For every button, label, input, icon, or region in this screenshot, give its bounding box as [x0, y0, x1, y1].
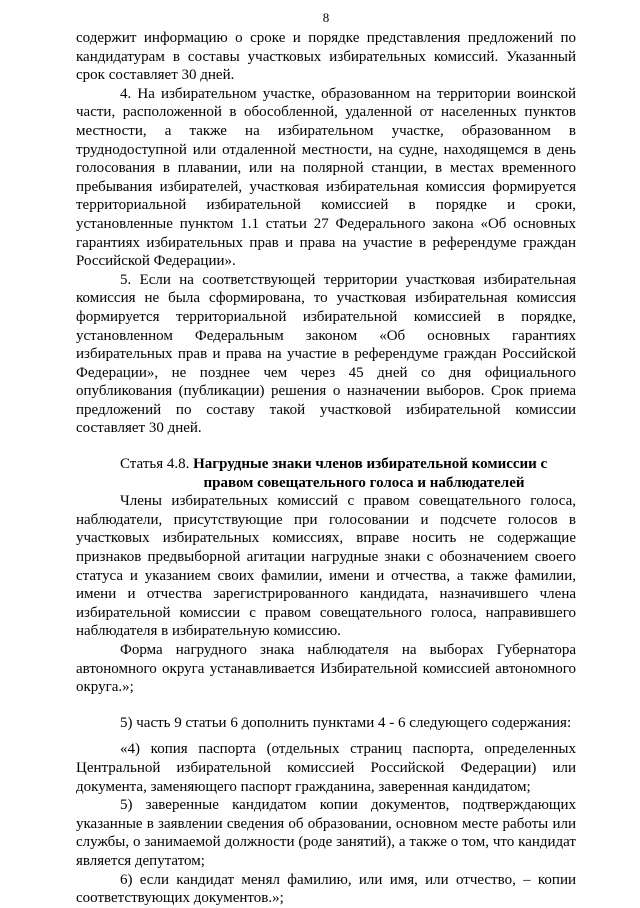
spacer: [76, 697, 576, 714]
document-page: [76, 10, 576, 908]
paragraph-amendment-5: 5) часть 9 статьи 6 дополнить пунктами 4 - 6 следующего содержания:: [120, 714, 572, 731]
article-heading: [76, 455, 576, 492]
list-item-5: 5) заверенные кандидатом копии документов, подтверждающих указанные в заявлении сведения об образовании, основном месте работы или службы, о занимаемой должности (роде занятий), а также о том, что кандидат является депутатом;: [76, 797, 576, 869]
list-item-6: 6) если кандидат менял фамилию, или имя, или отчество, – копии соответствующих документов.»;: [76, 871, 576, 907]
article-title-line-2: правом совещательного голоса и наблюдателей: [203, 474, 525, 491]
paragraph-article-body: Члены избирательных комиссий с правом совещательного голоса, наблюдатели, присутствующие при голосовании и подсчете голосов в участковых избирательных комиссиях, вправе носить не содержащие признаков предвыборной агитации нагрудные знаки с обозначением своего статуса и указанием своих фамилии, имени и отчества, а также фамилии, имени и отчества зарегистрированного кандидата, назначившего члена избирательной комиссии с правом совещательного голоса, направившего наблюдателя в избирательную комиссию.: [76, 493, 576, 640]
paragraph-item-5: 5. Если на соответствующей территории участковая избирательная комиссия не была сформирована, то участковая избирательная комиссия формируется территориальной избирательной комиссией в порядке, установленном Федеральным законом «Об основных гарантиях избирательных прав и права на участие в референдуме граждан Российской Федерации», не позднее чем через 45 дней со дня официального опубликования (публикации) решения о назначении выборов. Срок приема предложений по составу такой участковой избирательной комиссии составляет 30 дней.: [76, 271, 576, 437]
paragraph-item-4: 4. На избирательном участке, образованном на территории воинской части, расположенной в обособленной, удаленной от населенных пунктов местности, а также на избирательном участке, образованном в труднодоступной или отдаленной местности, на судне, находящемся в день голосования в плавании, или на полярной станции, в местах временного пребывания избирателей, участковая избирательная комиссия формируется территориальной избирательной комиссией в порядке и сроки, установленные пунктом 1.1 статьи 27 Федерального закона «Об основных гарантиях избирательных прав и права на участие в референдуме граждан Российской Федерации».: [76, 85, 576, 270]
spacer: [76, 438, 576, 455]
list-item-4: «4) копия паспорта (отдельных страниц паспорта, определенных Центральной избирательной комиссией Российской Федерации) или документа, заменяющего паспорт гражданина, заверенная кандидатом;: [76, 741, 576, 795]
paragraph-continuation: содержит информацию о сроке и порядке представления предложений по кандидатурам в составы участковых избирательных комиссий. Указанный срок составляет 30 дней.: [76, 30, 576, 84]
page-number: 8: [322, 10, 330, 25]
spacer: [76, 732, 576, 740]
article-number: Статья 4.8.: [120, 456, 190, 473]
article-title-line-1: Нагрудные знаки членов избирательной комиссии с: [193, 456, 548, 473]
paragraph-badge-form: Форма нагрудного знака наблюдателя на выборах Губернатора автономного округа устанавливается Избирательной комиссией автономного округа.»;: [76, 642, 576, 696]
